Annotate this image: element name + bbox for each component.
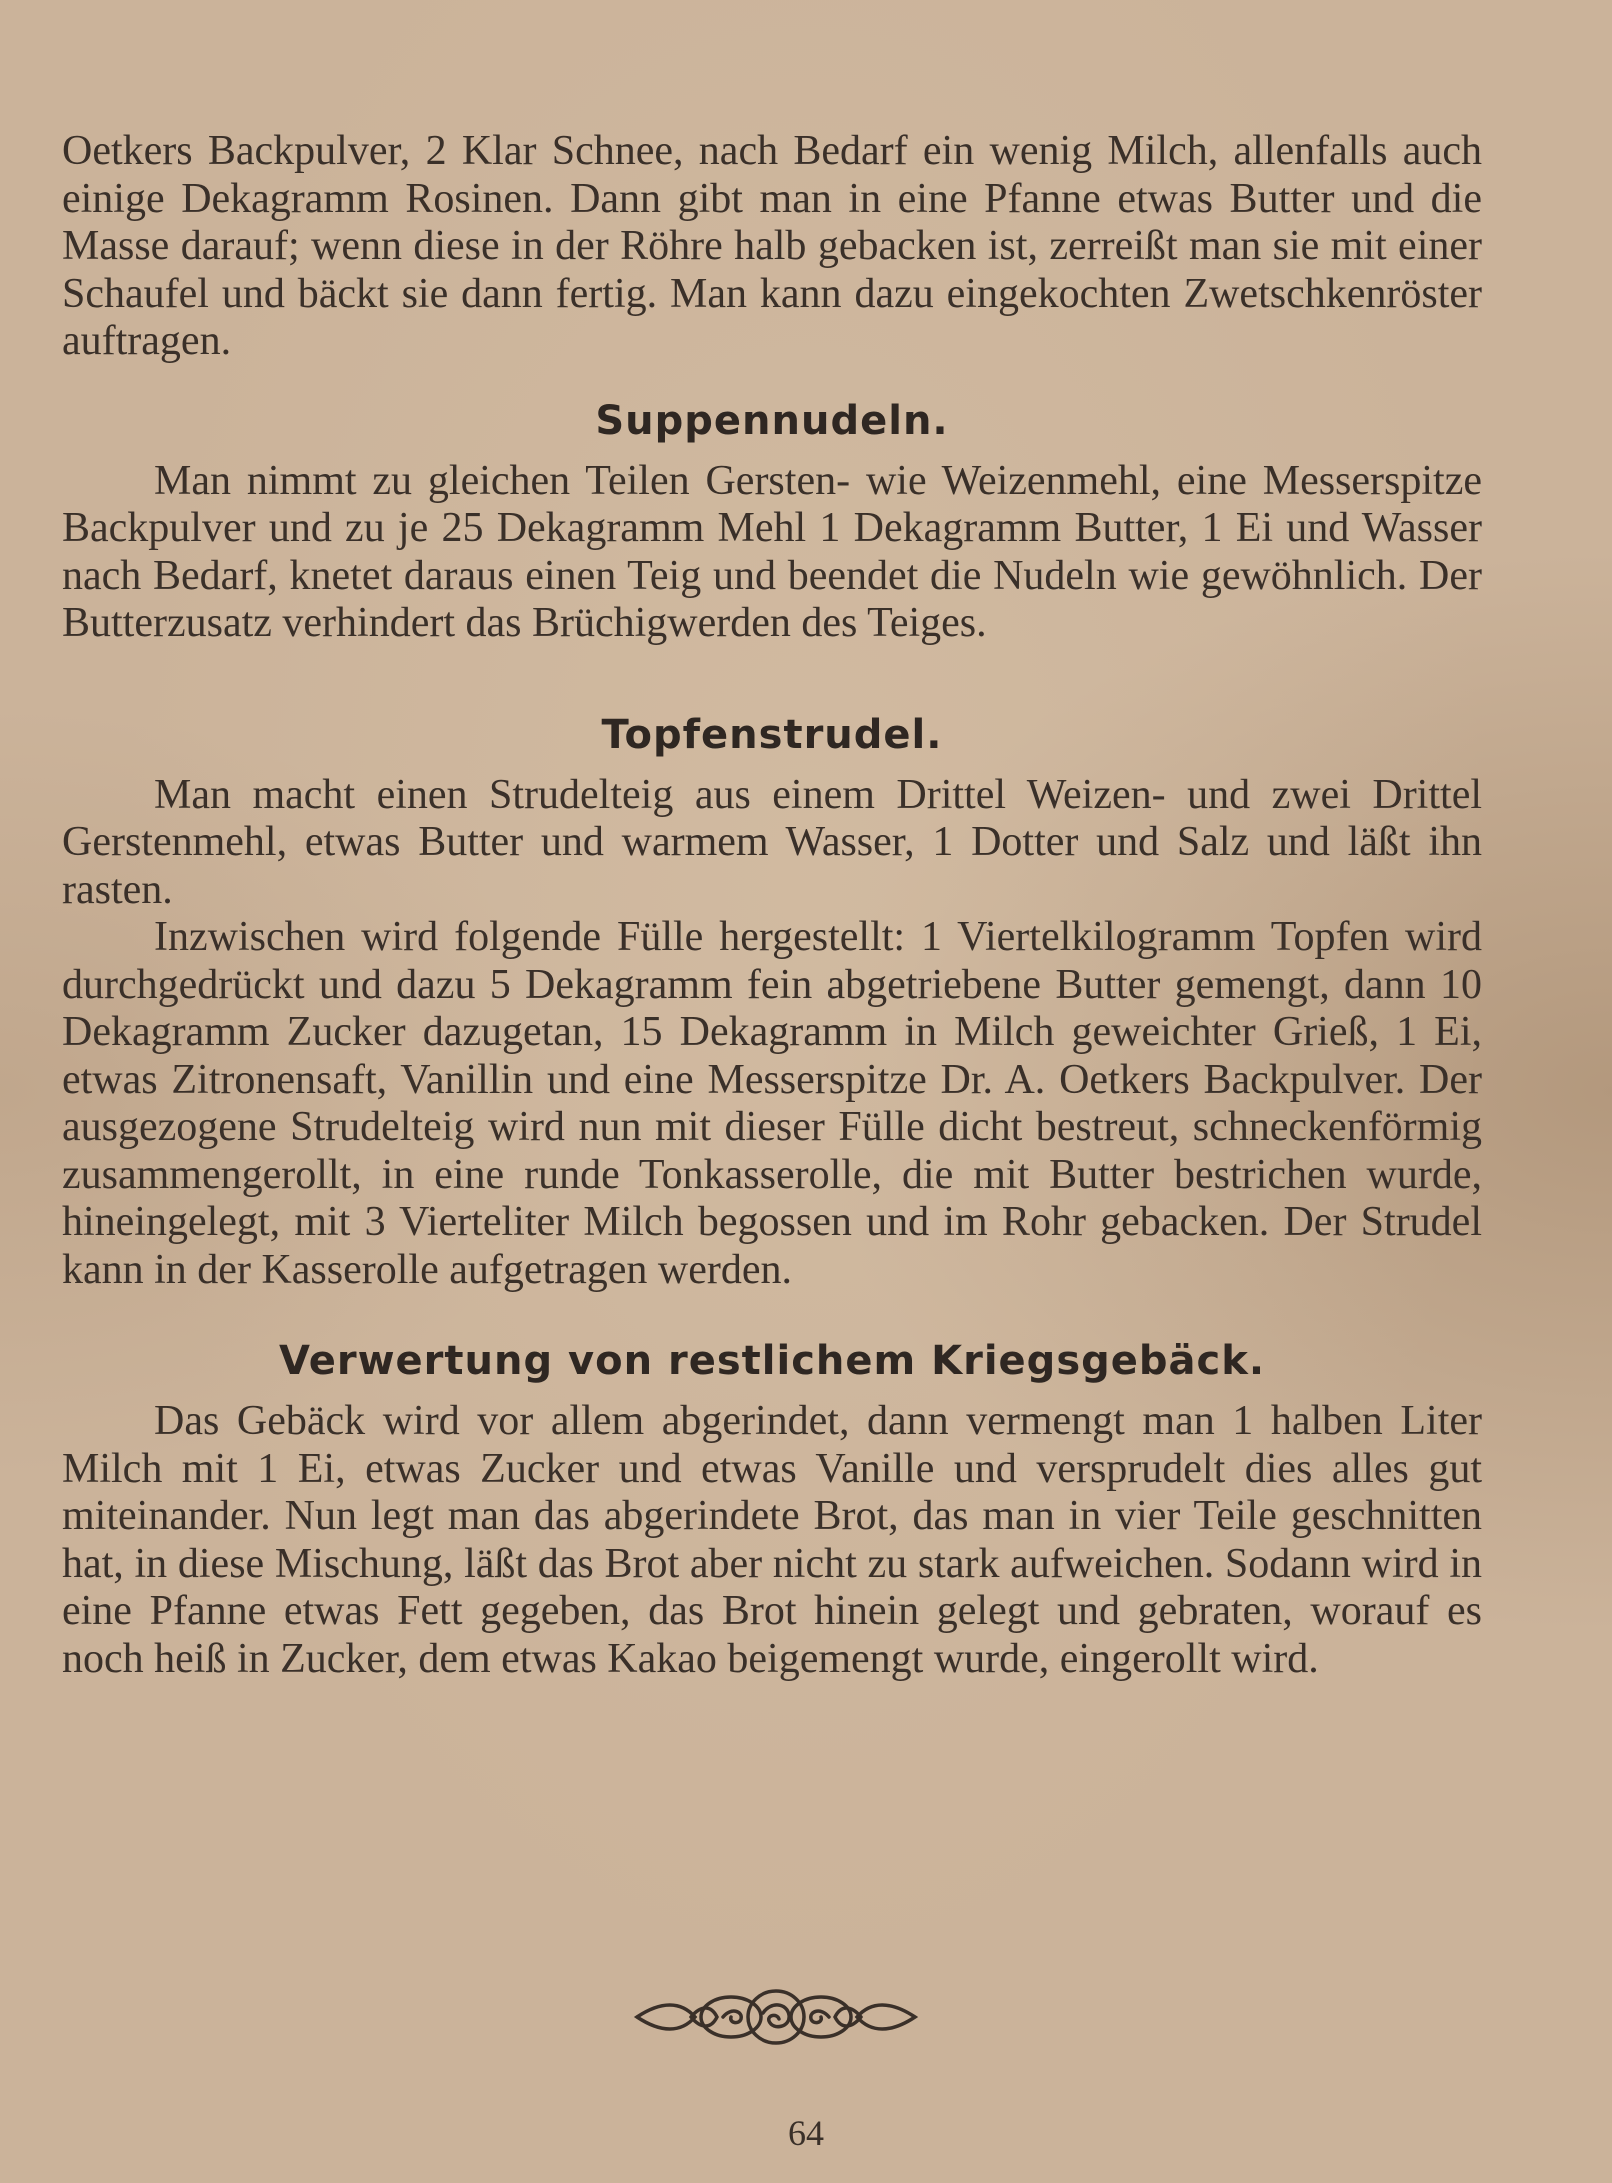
page-number: 64 (788, 2113, 824, 2153)
decorative-scroll-ornament-icon (631, 1983, 921, 2051)
paragraph-topfenstrudel-teig: Man macht einen Strudelteig aus einem Drittel Weizen- und zwei Drittel Gerstenmehl, etwas Butter und warmem Wasser, 1 Dotter und Salz und läßt ihn rasten. (62, 771, 1482, 913)
intro-paragraph: Oetkers Backpulver, 2 Klar Schnee, nach Bedarf ein wenig Milch, allenfalls auch einige Dekagramm Rosinen. Dann gibt man in eine Pfanne etwas Butter und die Masse darauf; wenn diese in der Röhre halb gebacken ist, zerreißt man sie mit einer Schaufel und bäckt sie dann fertig. Man kann dazu eingekochten Zwetschkenröster auftragen. (62, 128, 1482, 364)
paragraph-topfenstrudel-fuelle: Inzwischen wird folgende Fülle hergestellt: 1 Viertelkilogramm Topfen wird durchgedrückt und dazu 5 Dekagramm fein abgetriebene Butter gemengt, dann 10 Dekagramm Zucker dazugetan, 15 Dekagramm in Milch geweichter Grieß, 1 Ei, etwas Zitronensaft, Vanillin und eine Messerspitze Dr. A. Oetkers Backpulver. Der ausgezogene Strudelteig wird nun mit dieser Fülle dicht bestreut, schneckenförmig zusammengerollt, in eine runde Tonkasserolle, die mit Butter bestrichen wurde, hineingelegt, mit 3 Vierteliter Milch begossen und im Rohr gebacken. Der Strudel kann in der Kasserolle aufgetragen werden. (62, 914, 1482, 1293)
heading-suppennudeln: Suppennudeln. (595, 397, 949, 444)
paragraph-suppennudeln: Man nimmt zu gleichen Teilen Gersten- wie Weizenmehl, eine Messerspitze Backpulver und zu je 25 Dekagramm Mehl 1 Dekagramm Butter, 1 Ei und Wasser nach Bedarf, knetet daraus einen Teig und beendet die Nudeln wie gewöhnlich. Der Butterzusatz verhindert das Brüchigwerden des Teiges. (62, 457, 1482, 646)
heading-kriegsgebaeck: Verwertung von restlichem Kriegsgebäck. (278, 1338, 1266, 1384)
heading-topfenstrudel: Topfenstrudel. (601, 711, 943, 758)
paragraph-kriegsgebaeck: Das Gebäck wird vor allem abgerindet, dann vermengt man 1 halben Liter Milch mit 1 Ei, etwas Zucker und etwas Vanille und versprudelt dies alles gut miteinander. Nun legt man das abgerindete Brot, das man in vier Teile geschnitten hat, in diese Mischung, läßt das Brot aber nicht zu stark aufweichen. Sodann wird in eine Pfanne etwas Fett gegeben, das Brot hinein gelegt und gebraten, worauf es noch heiß in Zucker, dem etwas Kakao beigemengt wurde, eingerollt wird. (62, 1398, 1482, 1682)
book-page-text (62, 128, 1482, 1683)
